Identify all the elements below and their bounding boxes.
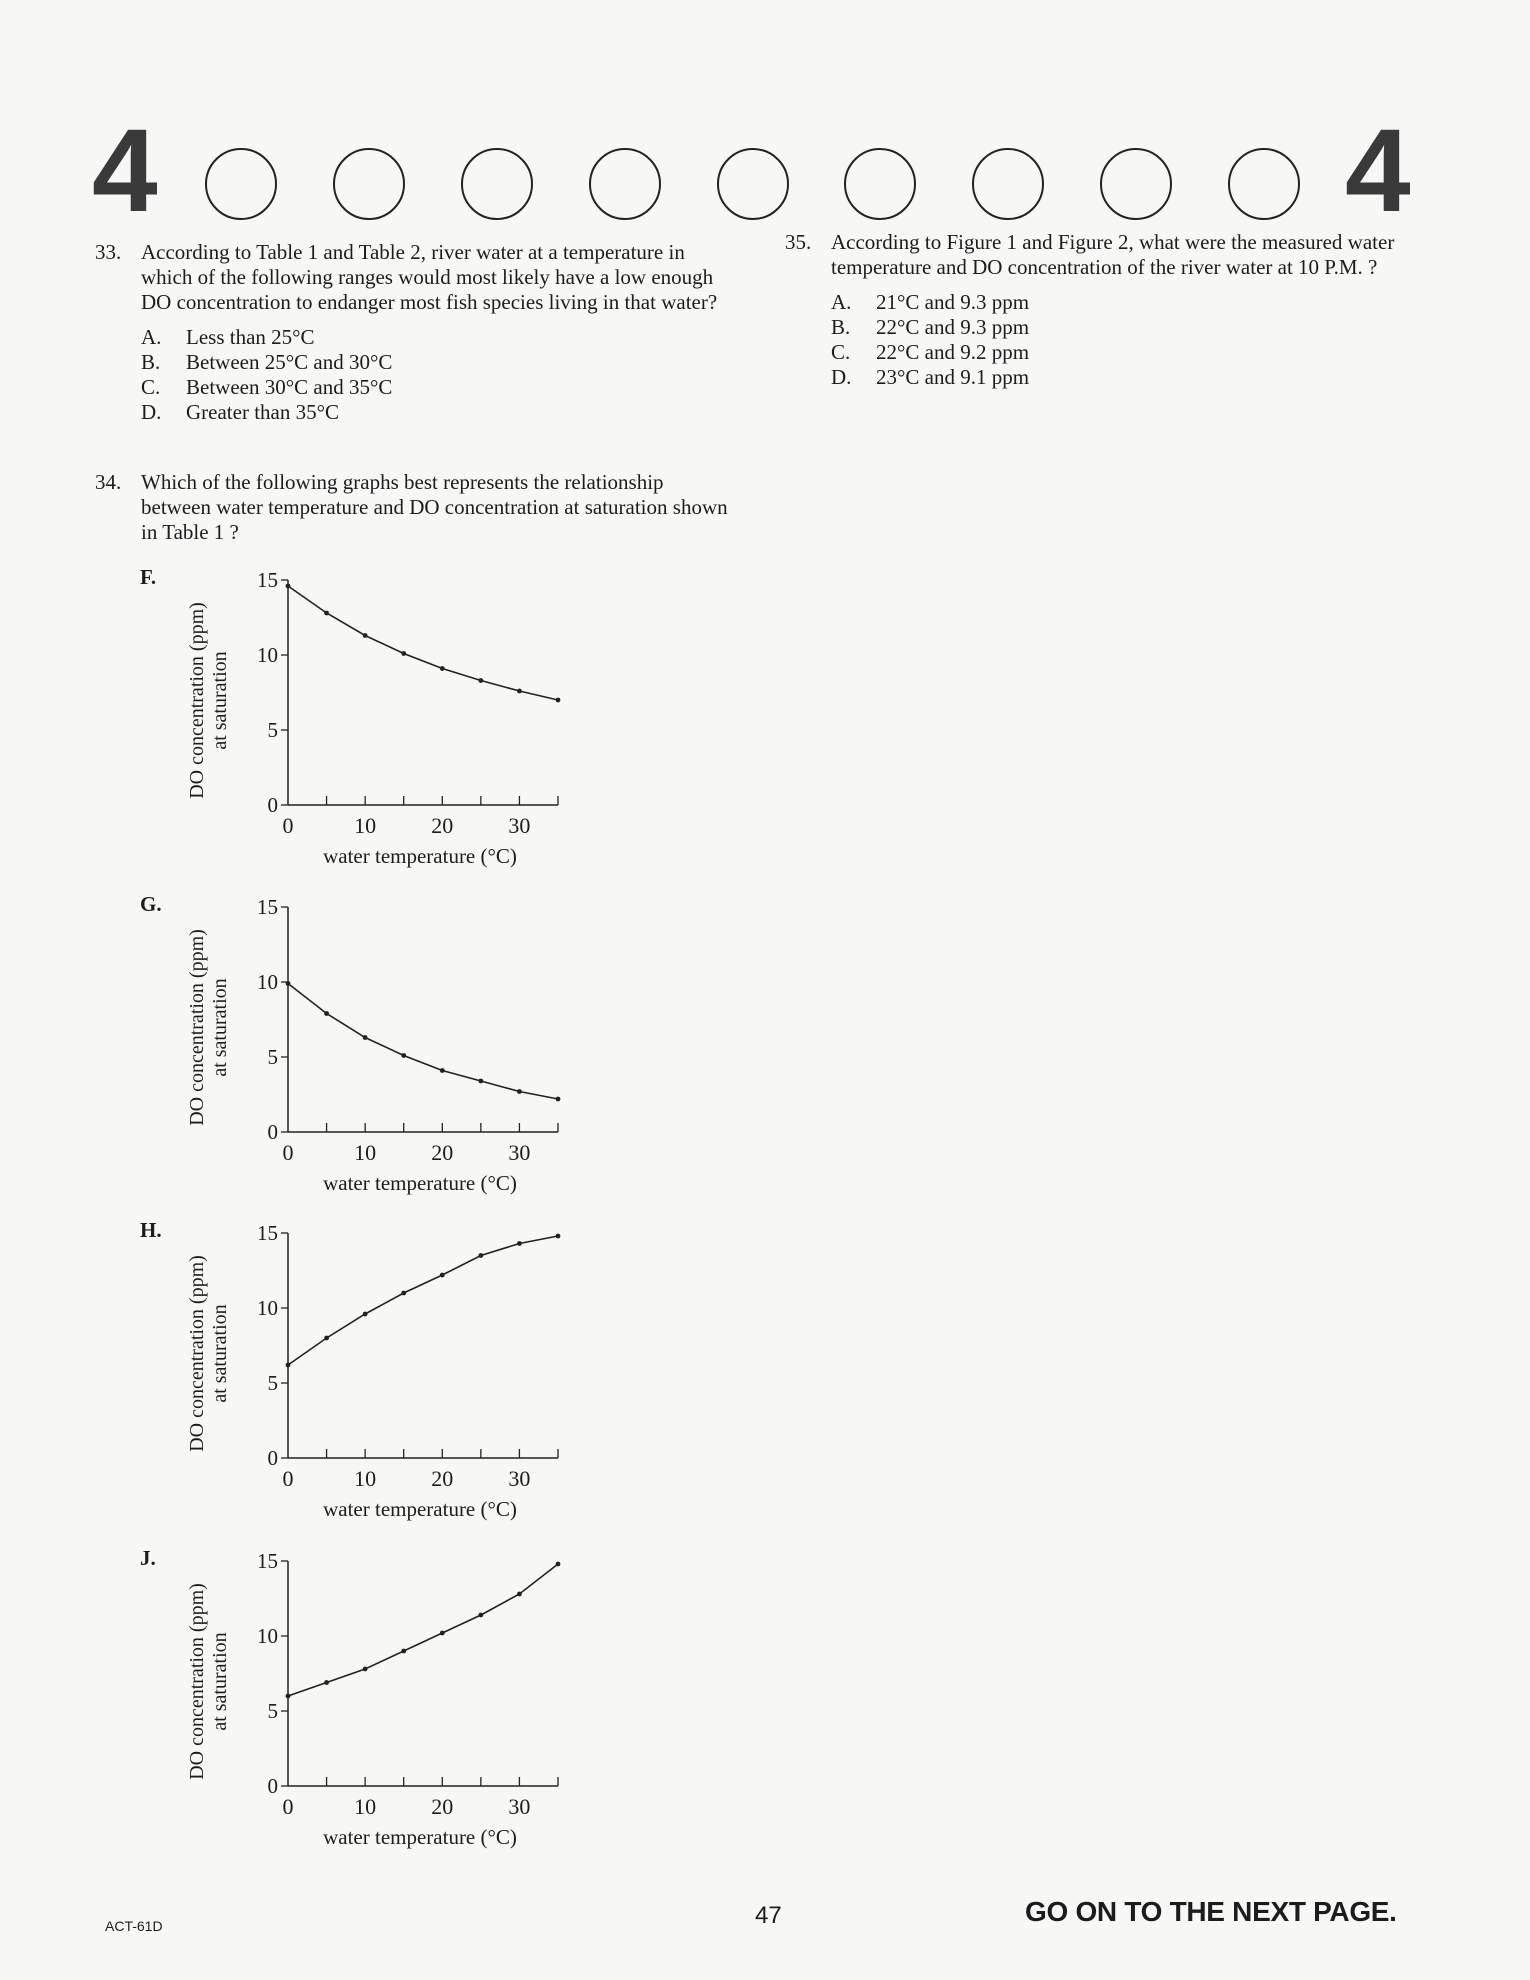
x-tick-label: 0 xyxy=(282,1466,294,1491)
answer-options xyxy=(141,325,735,425)
header-circle xyxy=(205,148,277,220)
question-stem: Which of the following graphs best represents the relationship between water temperature and DO concentration at saturation shown in Table 1 ? xyxy=(141,470,728,544)
answer-option-c[interactable] xyxy=(141,375,735,400)
y-tick-label: 5 xyxy=(267,1699,278,1723)
series-line xyxy=(288,1564,558,1696)
data-point xyxy=(440,666,445,671)
y-tick-label: 5 xyxy=(267,1045,278,1069)
page-number: 47 xyxy=(755,1902,782,1929)
x-tick-label: 10 xyxy=(354,1794,377,1819)
graph-label-f[interactable]: F. xyxy=(140,565,157,589)
x-axis-label: water temperature (°C) xyxy=(323,1825,517,1849)
data-point xyxy=(363,1312,368,1317)
x-tick-label: 20 xyxy=(431,1466,454,1491)
data-point xyxy=(363,1667,368,1672)
y-axis-label: DO concentration (ppm) xyxy=(186,602,208,799)
x-tick-label: 20 xyxy=(431,813,454,838)
graph-label-g[interactable]: G. xyxy=(140,892,162,916)
header-circle xyxy=(717,148,789,220)
y-tick-label: 15 xyxy=(257,568,278,592)
graph-g xyxy=(180,887,570,1202)
data-point xyxy=(478,678,483,683)
header-circle xyxy=(1100,148,1172,220)
data-point xyxy=(478,1079,483,1084)
header-circle xyxy=(972,148,1044,220)
y-tick-label: 10 xyxy=(257,1624,278,1648)
go-on-instruction: GO ON TO THE NEXT PAGE. xyxy=(1025,1896,1397,1927)
x-tick-label: 10 xyxy=(354,813,377,838)
data-point xyxy=(286,584,291,589)
data-point xyxy=(556,1562,561,1567)
option-text: 22°C and 9.2 ppm xyxy=(876,340,1030,364)
data-point xyxy=(517,1089,522,1094)
y-tick-label: 0 xyxy=(267,1446,278,1470)
form-code: ACT-61D xyxy=(105,1918,163,1934)
x-axis-label: water temperature (°C) xyxy=(323,844,517,868)
header-circle-row xyxy=(205,148,1300,220)
y-tick-label: 10 xyxy=(257,1296,278,1320)
data-point xyxy=(286,981,291,986)
data-point xyxy=(324,1011,329,1016)
y-tick-label: 0 xyxy=(267,1774,278,1798)
y-tick-label: 0 xyxy=(267,1120,278,1144)
data-point xyxy=(324,611,329,616)
x-axis-label: water temperature (°C) xyxy=(323,1497,517,1521)
header-circle xyxy=(589,148,661,220)
question-35 xyxy=(785,230,1425,390)
data-point xyxy=(517,1592,522,1597)
x-tick-label: 30 xyxy=(508,1466,531,1491)
option-letter: B. xyxy=(141,350,161,374)
section-number-left: 4 xyxy=(92,105,158,237)
option-letter: A. xyxy=(141,325,162,349)
option-text: Between 30°C and 35°C xyxy=(186,375,393,399)
y-tick-label: 15 xyxy=(257,1549,278,1573)
answer-option-d[interactable] xyxy=(141,400,735,425)
x-tick-label: 0 xyxy=(282,1794,294,1819)
question-number: 34. xyxy=(95,470,122,494)
x-tick-label: 30 xyxy=(508,813,531,838)
x-tick-label: 0 xyxy=(282,1140,294,1165)
y-tick-label: 10 xyxy=(257,970,278,994)
data-point xyxy=(440,1631,445,1636)
y-tick-label: 15 xyxy=(257,895,278,919)
data-point xyxy=(286,1694,291,1699)
y-tick-label: 10 xyxy=(257,643,278,667)
header-circle xyxy=(333,148,405,220)
data-point xyxy=(478,1613,483,1618)
answer-option-b[interactable] xyxy=(831,315,1425,340)
option-text: Greater than 35°C xyxy=(186,400,340,424)
data-point xyxy=(556,698,561,703)
data-point xyxy=(324,1680,329,1685)
answer-option-c[interactable] xyxy=(831,340,1425,365)
option-letter: B. xyxy=(831,315,851,339)
option-letter: C. xyxy=(831,340,851,364)
data-point xyxy=(478,1253,483,1258)
question-stem: According to Table 1 and Table 2, river water at a temperature in which of the following ranges would most likely have a low enough DO concentration to endanger most fish species living in that water? xyxy=(141,240,718,314)
y-tick-label: 15 xyxy=(257,1221,278,1245)
option-text: Less than 25°C xyxy=(186,325,315,349)
x-tick-label: 0 xyxy=(282,813,294,838)
option-text: 21°C and 9.3 ppm xyxy=(876,290,1030,314)
data-point xyxy=(556,1097,561,1102)
data-point xyxy=(440,1068,445,1073)
question-number: 35. xyxy=(785,230,812,254)
question-stem: According to Figure 1 and Figure 2, what were the measured water temperature and DO concentration of the river water at 10 P.M. ? xyxy=(831,230,1395,279)
y-axis-label: at saturation xyxy=(209,651,231,750)
data-point xyxy=(440,1273,445,1278)
y-tick-label: 5 xyxy=(267,1371,278,1395)
question-34 xyxy=(95,470,735,545)
option-letter: D. xyxy=(141,400,162,424)
answer-option-d[interactable] xyxy=(831,365,1425,390)
header-circle xyxy=(844,148,916,220)
answer-option-a[interactable] xyxy=(831,290,1425,315)
graph-j xyxy=(180,1541,570,1856)
y-axis-label: DO concentration (ppm) xyxy=(186,1583,208,1780)
answer-option-b[interactable] xyxy=(141,350,735,375)
answer-option-a[interactable] xyxy=(141,325,735,350)
series-line xyxy=(288,586,558,700)
data-point xyxy=(401,651,406,656)
option-text: 22°C and 9.3 ppm xyxy=(876,315,1030,339)
y-axis-label: at saturation xyxy=(209,1632,231,1731)
series-line xyxy=(288,984,558,1100)
data-point xyxy=(324,1336,329,1341)
option-letter: A. xyxy=(831,290,852,314)
y-axis-label: DO concentration (ppm) xyxy=(186,1255,208,1452)
data-point xyxy=(286,1363,291,1368)
question-number: 33. xyxy=(95,240,122,264)
graph-label-j[interactable]: J. xyxy=(140,1546,156,1570)
data-point xyxy=(363,1035,368,1040)
x-tick-label: 10 xyxy=(354,1140,377,1165)
option-text: Between 25°C and 30°C xyxy=(186,350,393,374)
option-text: 23°C and 9.1 ppm xyxy=(876,365,1030,389)
option-letter: D. xyxy=(831,365,852,389)
graph-f xyxy=(180,560,570,875)
x-tick-label: 30 xyxy=(508,1140,531,1165)
data-point xyxy=(401,1291,406,1296)
x-tick-label: 20 xyxy=(431,1140,454,1165)
data-point xyxy=(363,633,368,638)
graph-h xyxy=(180,1213,570,1528)
y-tick-label: 5 xyxy=(267,718,278,742)
data-point xyxy=(401,1053,406,1058)
data-point xyxy=(556,1234,561,1239)
x-tick-label: 30 xyxy=(508,1794,531,1819)
header-circle xyxy=(1228,148,1300,220)
graph-label-h[interactable]: H. xyxy=(140,1218,162,1242)
answer-options xyxy=(831,290,1425,390)
option-letter: C. xyxy=(141,375,161,399)
y-axis-label: at saturation xyxy=(209,1304,231,1403)
question-33 xyxy=(95,240,735,425)
y-axis-label: at saturation xyxy=(209,978,231,1077)
data-point xyxy=(401,1649,406,1654)
section-number-right: 4 xyxy=(1345,105,1411,237)
y-axis-label: DO concentration (ppm) xyxy=(186,929,208,1126)
header-circle xyxy=(461,148,533,220)
x-axis-label: water temperature (°C) xyxy=(323,1171,517,1195)
x-tick-label: 10 xyxy=(354,1466,377,1491)
series-line xyxy=(288,1236,558,1365)
y-tick-label: 0 xyxy=(267,793,278,817)
data-point xyxy=(517,1241,522,1246)
x-tick-label: 20 xyxy=(431,1794,454,1819)
data-point xyxy=(517,689,522,694)
